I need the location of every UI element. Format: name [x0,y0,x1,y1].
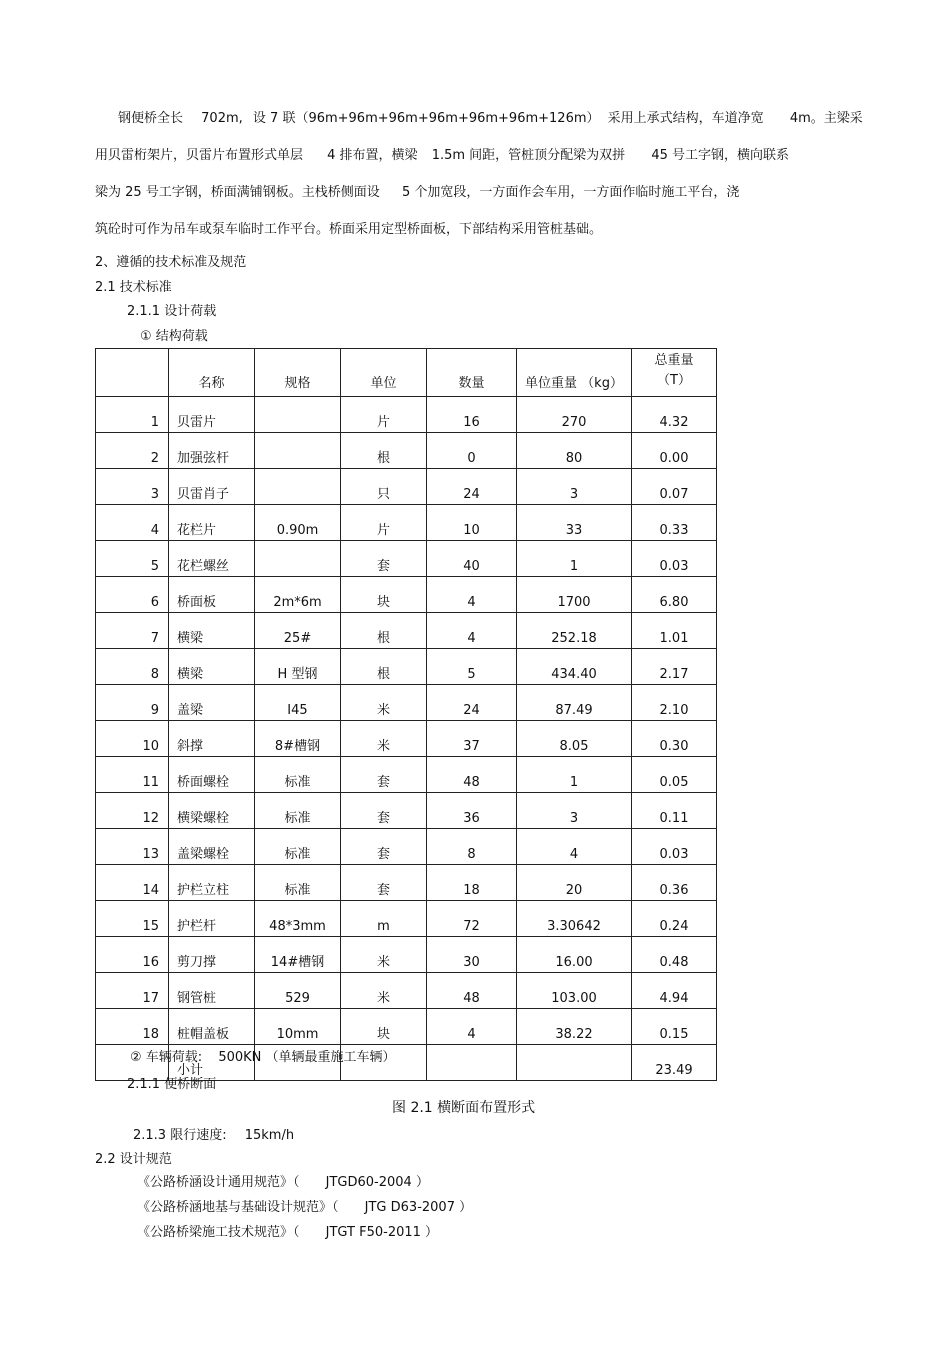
intro-text: 梁为 25 号工字钢，桥面满铺钢板。主栈桥侧面设 [95,185,380,200]
load-table [95,348,717,1081]
row-total-weight: 0.03 [632,829,717,865]
reference-item [137,1171,429,1190]
row-qty: 4 [427,1009,517,1045]
row-name: 斜撑 [169,721,255,757]
row-unit-weight: 80 [517,433,632,469]
table-row [96,829,717,865]
row-unit-weight: 103.00 [517,973,632,1009]
row-spec: 8#槽钢 [255,721,341,757]
row-unit: 块 [341,1009,427,1045]
row-index: 13 [96,829,169,865]
row-spec: 10mm [255,1009,341,1045]
row-qty: 10 [427,505,517,541]
row-total-weight: 2.10 [632,685,717,721]
intro-text: 4 排布置，横梁 [327,148,418,163]
row-index: 4 [96,505,169,541]
row-name: 花栏螺丝 [169,541,255,577]
row-spec: 48*3mm [255,901,341,937]
row-name: 加强弦杆 [169,433,255,469]
row-total-weight: 0.24 [632,901,717,937]
row-qty: 48 [427,757,517,793]
intro-text: 1.5m 间距，管桩顶分配梁为双拼 [431,148,626,163]
row-total-weight: 0.48 [632,937,717,973]
row-unit: 套 [341,541,427,577]
row-qty: 0 [427,433,517,469]
row-name: 护栏杆 [169,901,255,937]
row-name: 桥面板 [169,577,255,613]
row-unit-weight: 1 [517,757,632,793]
table-row [96,685,717,721]
row-unit: 只 [341,469,427,505]
row-unit: 套 [341,865,427,901]
row-name: 盖梁螺栓 [169,829,255,865]
subsubsection-heading: 2.1.1 便桥断面 [127,1077,217,1092]
table-header-cell: 单位 [341,349,427,397]
table-row [96,721,717,757]
row-index: 11 [96,757,169,793]
row-spec [255,469,341,505]
row-total-weight: 0.33 [632,505,717,541]
intro-line-3 [95,181,739,200]
row-spec: 14#槽钢 [255,937,341,973]
row-spec [255,433,341,469]
intro-text: 钢便桥全长 [118,111,184,126]
row-spec: H 型钢 [255,649,341,685]
row-qty: 5 [427,649,517,685]
row-unit-weight: 3 [517,793,632,829]
row-unit-weight: 8.05 [517,721,632,757]
row-name: 花栏片 [169,505,255,541]
subtotal-value: 23.49 [632,1045,717,1081]
row-unit-weight: 1 [517,541,632,577]
row-name: 桩帽盖板 [169,1009,255,1045]
row-name: 横梁 [169,649,255,685]
row-unit-weight: 3.30642 [517,901,632,937]
subsection-heading: 2.2 设计规范 [95,1152,172,1167]
row-unit: 米 [341,973,427,1009]
header-total-line: （T） [657,373,691,388]
row-index: 14 [96,865,169,901]
intro-text: 5 个加宽段，一方面作会车用，一方面作临时施工平台，浇 [401,185,740,200]
row-spec: 0.90m [255,505,341,541]
row-unit: 片 [341,505,427,541]
row-unit-weight: 434.40 [517,649,632,685]
row-qty: 4 [427,577,517,613]
row-unit-weight: 20 [517,865,632,901]
table-header-row [96,349,717,397]
row-unit-weight: 4 [517,829,632,865]
row-qty: 37 [427,721,517,757]
table-row [96,1009,717,1045]
table-header-cell: 单位重量 （kg） [517,349,632,397]
reference-code: JTGT F50-2011 ） [325,1225,439,1240]
row-unit: 米 [341,937,427,973]
row-qty: 40 [427,541,517,577]
row-name: 桥面螺栓 [169,757,255,793]
table-row [96,433,717,469]
table-row [96,901,717,937]
row-spec: 25# [255,613,341,649]
subsection-heading: 2.1 技术标准 [95,280,172,295]
table-header-cell [632,349,717,397]
row-name: 横梁 [169,613,255,649]
row-qty: 18 [427,865,517,901]
row-name: 剪刀撑 [169,937,255,973]
row-qty: 36 [427,793,517,829]
row-index: 6 [96,577,169,613]
row-total-weight: 1.01 [632,613,717,649]
row-index: 1 [96,397,169,433]
table-row [96,541,717,577]
row-spec: I45 [255,685,341,721]
table-row [96,505,717,541]
row-spec [255,397,341,433]
row-unit: 块 [341,577,427,613]
row-total-weight: 0.15 [632,1009,717,1045]
row-name: 贝雷片 [169,397,255,433]
reference-title: 《公路桥涵设计通用规范》（ [137,1175,300,1190]
row-unit: 米 [341,685,427,721]
row-qty: 72 [427,901,517,937]
row-qty: 16 [427,397,517,433]
speed-limit [133,1124,294,1143]
row-spec: 529 [255,973,341,1009]
row-index: 16 [96,937,169,973]
row-total-weight: 0.30 [632,721,717,757]
row-unit-weight: 38.22 [517,1009,632,1045]
table-header-cell [96,349,169,397]
row-index: 18 [96,1009,169,1045]
table-row [96,469,717,505]
speed-limit-value: 15km/h [244,1128,295,1143]
row-unit: 片 [341,397,427,433]
table-row [96,613,717,649]
row-index: 10 [96,721,169,757]
reference-code: JTG D63-2007 ） [364,1200,473,1215]
row-unit: 根 [341,649,427,685]
row-total-weight: 4.94 [632,973,717,1009]
row-index: 15 [96,901,169,937]
table-row [96,757,717,793]
row-spec: 标准 [255,757,341,793]
intro-line-1 [118,107,863,126]
intro-text: 设 7 联（96m+96m+96m+96m+96m+96m+126m） [252,111,600,126]
row-qty: 4 [427,613,517,649]
row-qty: 24 [427,469,517,505]
reference-title: 《公路桥涵地基与基础设计规范》（ [137,1200,339,1215]
list-item-heading: ① 结构荷载 [140,329,208,344]
row-total-weight: 0.05 [632,757,717,793]
row-name: 护栏立柱 [169,865,255,901]
row-unit: 套 [341,757,427,793]
intro-text: 702m, [201,111,243,126]
subsubsection-heading: 2.1.1 设计荷载 [127,304,217,319]
row-unit: 米 [341,721,427,757]
header-total-line: 总重量 [654,353,694,368]
row-unit-weight: 1700 [517,577,632,613]
row-index: 8 [96,649,169,685]
row-total-weight: 0.36 [632,865,717,901]
row-spec: 标准 [255,793,341,829]
row-total-weight: 0.07 [632,469,717,505]
reference-code: JTGD60-2004 ） [325,1175,429,1190]
table-row [96,397,717,433]
intro-text: 45 号工字钢，横向联系 [651,148,790,163]
table-row [96,937,717,973]
row-spec [255,541,341,577]
vehicle-load-label: ② 车辆荷载: [130,1050,203,1065]
reference-item [137,1221,438,1240]
table-row [96,649,717,685]
row-index: 5 [96,541,169,577]
row-unit: 根 [341,613,427,649]
figure-caption: 图 2.1 横断面布置形式 [392,1100,536,1116]
table-row [96,577,717,613]
row-name: 横梁螺栓 [169,793,255,829]
row-spec: 2m*6m [255,577,341,613]
row-unit-weight: 3 [517,469,632,505]
row-spec: 标准 [255,865,341,901]
table-row [96,793,717,829]
section-heading: 2、遵循的技术标准及规范 [95,255,247,270]
table-row [96,973,717,1009]
row-unit-weight: 87.49 [517,685,632,721]
row-total-weight: 0.03 [632,541,717,577]
row-name: 钢管桩 [169,973,255,1009]
row-total-weight: 2.17 [632,649,717,685]
row-index: 12 [96,793,169,829]
table-header-cell: 名称 [169,349,255,397]
reference-title: 《公路桥梁施工技术规范》（ [137,1225,300,1240]
row-unit: 套 [341,829,427,865]
row-total-weight: 6.80 [632,577,717,613]
vehicle-load-value: 500KN （单辆最重施工车辆） [218,1050,396,1065]
table-header-cell: 规格 [255,349,341,397]
row-qty: 30 [427,937,517,973]
row-qty: 8 [427,829,517,865]
row-index: 17 [96,973,169,1009]
row-unit: m [341,901,427,937]
row-total-weight: 0.11 [632,793,717,829]
row-qty: 24 [427,685,517,721]
list-item-heading [130,1046,396,1065]
intro-text: 4m。主梁采 [789,111,863,126]
intro-text: 用贝雷桁架片，贝雷片布置形式单层 [95,148,304,163]
subtotal-label: 小计 [169,1045,255,1081]
row-unit: 根 [341,433,427,469]
row-spec: 标准 [255,829,341,865]
row-unit-weight: 270 [517,397,632,433]
row-name: 贝雷肖子 [169,469,255,505]
row-index: 7 [96,613,169,649]
row-index: 2 [96,433,169,469]
row-unit-weight: 252.18 [517,613,632,649]
row-unit-weight: 33 [517,505,632,541]
row-unit: 套 [341,793,427,829]
row-index: 9 [96,685,169,721]
intro-line-4: 筑砼时可作为吊车或泵车临时工作平台。桥面采用定型桥面板，下部结构采用管桩基础。 [95,222,603,237]
row-total-weight: 0.00 [632,433,717,469]
speed-limit-label: 2.1.3 限行速度: [133,1128,227,1143]
row-unit-weight: 16.00 [517,937,632,973]
reference-item [137,1196,472,1215]
intro-text: 采用上承式结构，车道净宽 [607,111,764,126]
table-header-cell: 数量 [427,349,517,397]
intro-line-2 [95,144,789,163]
row-qty: 48 [427,973,517,1009]
row-total-weight: 4.32 [632,397,717,433]
row-index: 3 [96,469,169,505]
table-row [96,865,717,901]
row-name: 盖梁 [169,685,255,721]
